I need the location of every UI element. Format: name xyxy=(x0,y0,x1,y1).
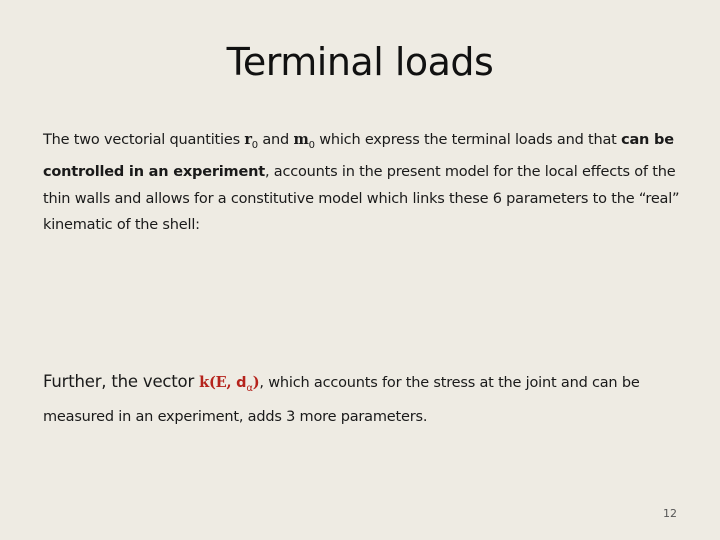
symbol-k-open: k(E, xyxy=(199,374,237,391)
text-segment: The two vectorial quantities xyxy=(43,132,245,148)
symbol-k-close: ) xyxy=(252,374,260,391)
symbol-d: d xyxy=(236,375,247,391)
paragraph-terminal-loads xyxy=(43,127,683,239)
text-segment: , accounts in the present model for the local effects of the thin walls and allows for a constitutive model which links these 6 parameters to the “real” kinematic of the shell: xyxy=(43,164,680,234)
subscript-alpha: α xyxy=(246,382,253,394)
subscript-r: 0 xyxy=(251,139,258,151)
text-segment-lead: Further, the vector xyxy=(43,372,200,391)
symbol-m0 xyxy=(293,131,315,151)
subscript-m: 0 xyxy=(308,139,315,151)
text-segment: and xyxy=(257,132,294,148)
bold-phrase: can be controlled in an experiment xyxy=(43,132,674,181)
paragraph-joint-stress xyxy=(43,368,683,431)
symbol-m: m xyxy=(293,131,309,148)
symbol-r: r xyxy=(244,131,252,148)
text-segment: which express the terminal loads and that xyxy=(314,132,622,148)
page-number: 12 xyxy=(663,507,677,520)
slide-title: Terminal loads xyxy=(226,40,494,84)
symbol-r0 xyxy=(244,131,258,151)
symbol-k-vector xyxy=(199,374,260,394)
text-segment: , which accounts for the stress at the joint and can be measured in an experiment, adds 3 more parameters. xyxy=(43,375,640,425)
